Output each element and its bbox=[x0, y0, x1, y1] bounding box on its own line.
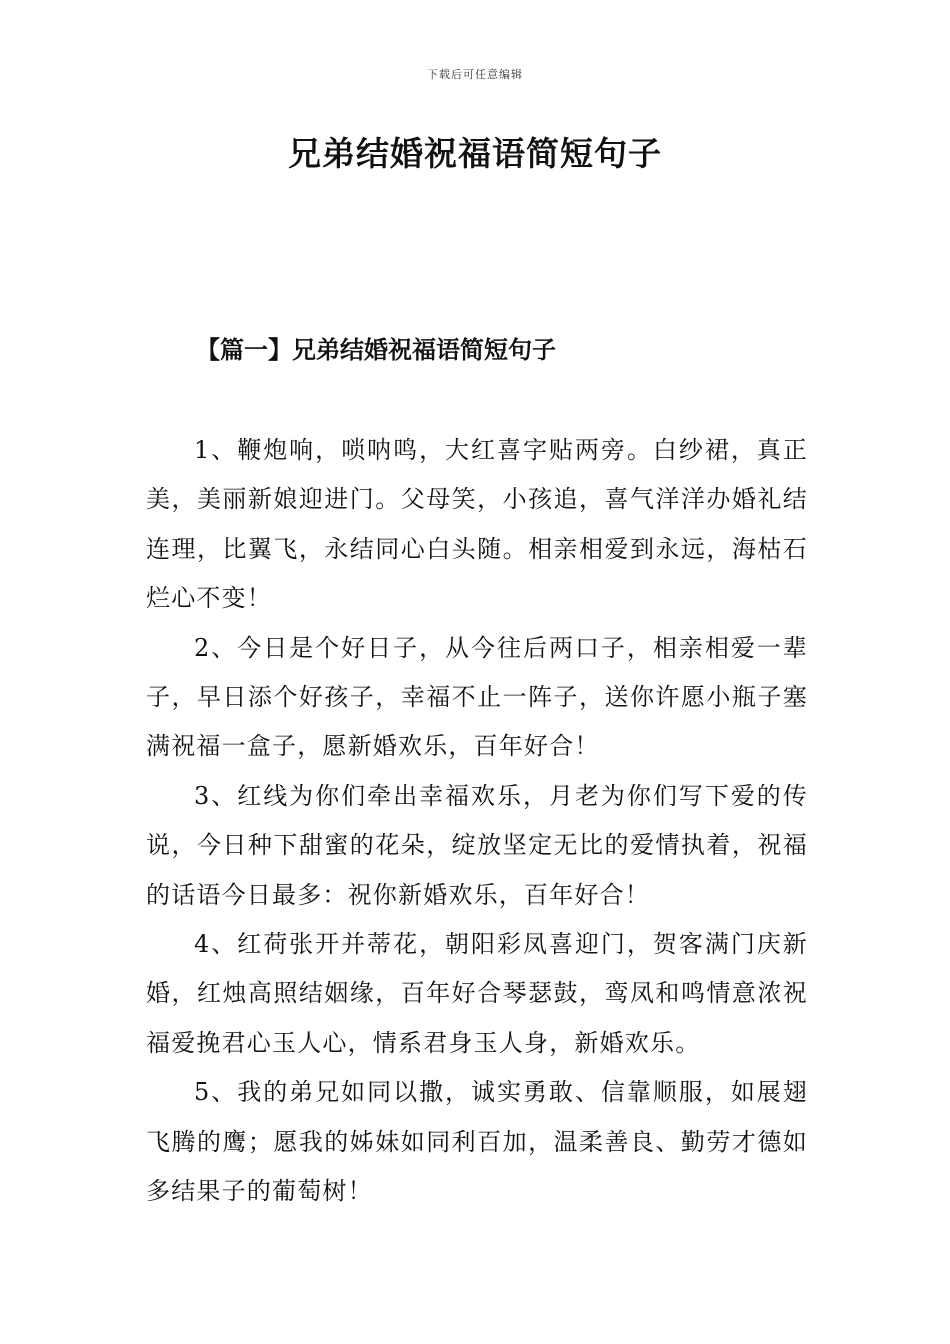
paragraph-3: 3、红线为你们牵出幸福欢乐，月老为你们写下爱的传说，今日种下甜蜜的花朵，绽放坚定无比的爱情执着，祝福的话语今日最多：祝你新婚欢乐，百年好合！ bbox=[146, 781, 808, 909]
paragraph-5: 5、我的弟兄如同以撒，诚实勇敢、信靠顺服，如展翅飞腾的鹰；愿我的姊妹如同利百加，温柔善良、勤劳才德如多结果子的葡萄树！ bbox=[146, 1078, 808, 1206]
header-note: 下载后可任意编辑 bbox=[427, 68, 523, 81]
body-text bbox=[146, 426, 808, 1217]
paragraph-2: 2、今日是个好日子，从今往后两口子，相亲相爱一辈子，早日添个好孩子，幸福不止一阵子，送你许愿小瓶子塞满祝福一盒子，愿新婚欢乐，百年好合！ bbox=[146, 633, 808, 761]
section-heading: 【篇一】兄弟结婚祝福语简短句子 bbox=[196, 335, 556, 364]
paragraph-4: 4、红荷张开并蒂花，朝阳彩凤喜迎门，贺客满门庆新婚，红烛高照结姻缘，百年好合琴瑟鼓，鸾凤和鸣情意浓祝福爱挽君心玉人心，情系君身玉人身，新婚欢乐。 bbox=[146, 930, 808, 1057]
paragraph-1: 1、鞭炮响，唢呐鸣，大红喜字贴两旁。白纱裙，真正美，美丽新娘迎进门。父母笑，小孩追，喜气洋洋办婚礼结连理，比翼飞，永结同心白头随。相亲相爱到永远，海枯石烂心不变！ bbox=[146, 436, 808, 613]
document-title: 兄弟结婚祝福语简短句子 bbox=[288, 134, 662, 173]
